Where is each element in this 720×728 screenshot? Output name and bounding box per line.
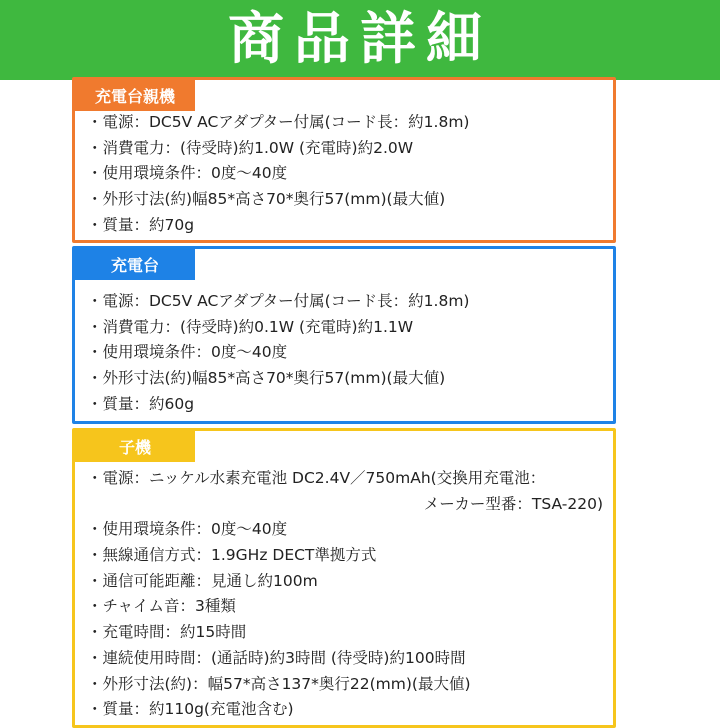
spec-item: ・使用環境条件：0度～40度: [87, 343, 288, 362]
spec-item: ・チャイム音：3種類: [87, 597, 236, 616]
spec-item: ・使用環境条件：0度～40度: [87, 520, 288, 539]
spec-item: ・質量：約70g: [87, 215, 195, 234]
spec-item: ・外形寸法(約)：幅57*高さ137*奥行22(mm)(最大値): [87, 674, 471, 693]
spec-item: ・消費電力：(待受時)約1.0W (充電時)約2.0W: [87, 138, 414, 157]
spec-item: ・使用環境条件：0度～40度: [87, 164, 288, 183]
section-title: 充電台親機: [94, 87, 175, 106]
spec-item: ・質量：約60g: [87, 394, 195, 413]
section-tab: [75, 431, 195, 462]
spec-item: ・連続使用時間：(通話時)約3時間 (待受時)約100時間: [87, 648, 466, 667]
spec-list: [87, 110, 609, 238]
spec-item: ・電源：DC5V ACアダプター付属(コード長：約1.8m): [87, 292, 470, 310]
spec-item-continuation: メーカー型番：TSA-220): [423, 494, 603, 513]
section-tab: [75, 80, 195, 111]
spec-item: ・充電時間：約15時間: [87, 623, 247, 642]
spec-item: ・無線通信方式：1.9GHz DECT準拠方式: [87, 546, 377, 565]
spec-item: ・電源：ニッケル水素充電池 DC2.4V／750mAh(交換用充電池：: [87, 469, 546, 487]
section-charging-stand: [72, 246, 616, 424]
page-title: 商品詳細: [228, 7, 492, 72]
spec-list: [87, 289, 609, 417]
spec-item: ・消費電力：(待受時)約0.1W (充電時)約1.1W: [87, 317, 414, 336]
spec-item: ・電源：DC5V ACアダプター付属(コード長：約1.8m): [87, 113, 470, 131]
spec-item: ・外形寸法(約)幅85*高さ70*奥行57(mm)(最大値): [87, 369, 446, 388]
spec-item: ・外形寸法(約)幅85*高さ70*奥行57(mm)(最大値): [87, 190, 446, 209]
section-handset: [72, 428, 616, 728]
spec-item: ・通信可能距離：見通し約100m: [87, 571, 318, 590]
section-tab: [75, 249, 195, 280]
header-banner: [0, 0, 720, 80]
section-charging-base-unit: [72, 77, 616, 243]
section-title: 充電台: [110, 256, 159, 275]
spec-list: [87, 466, 609, 723]
section-title: 子機: [118, 438, 151, 457]
spec-item: ・質量：約110g(充電池含む): [87, 700, 294, 719]
